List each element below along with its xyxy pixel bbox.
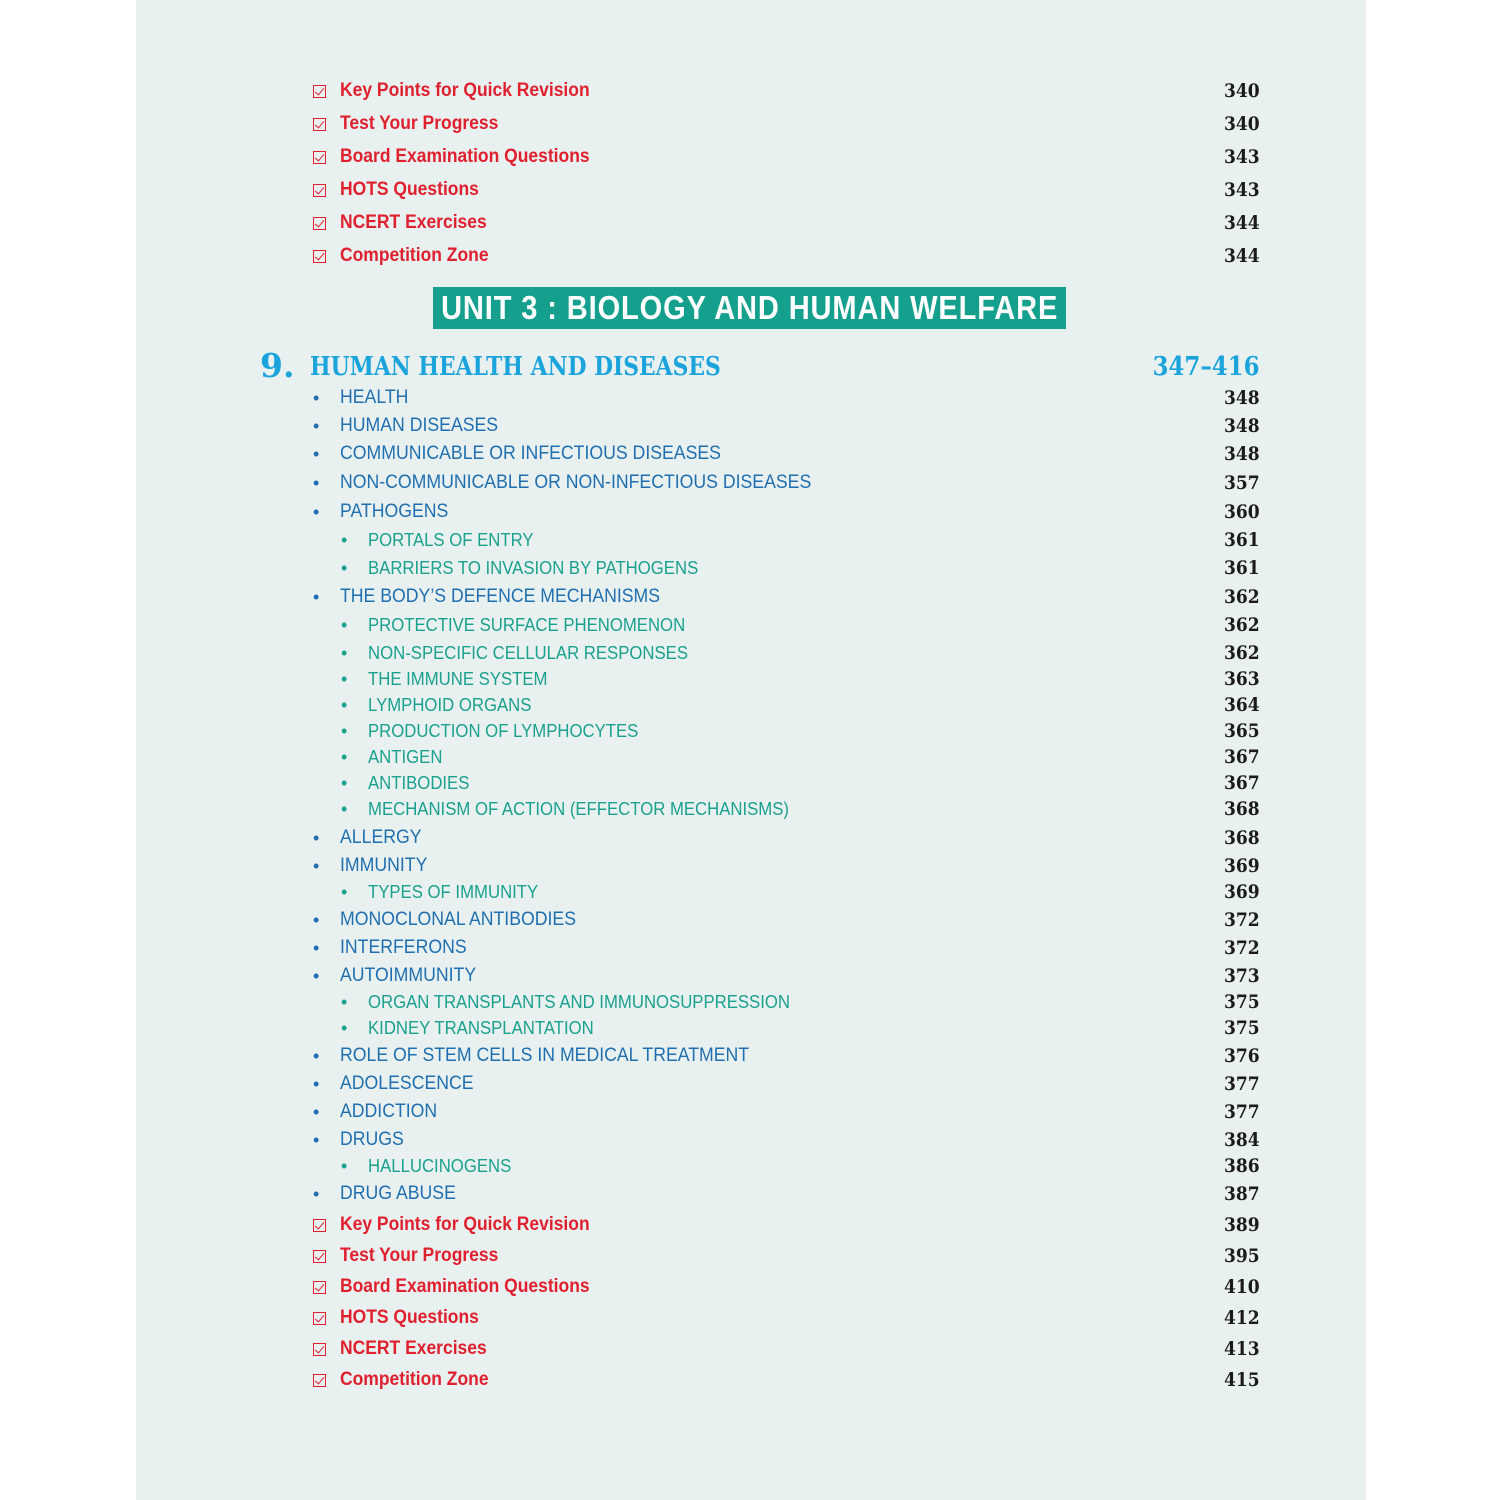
page-number: 415 (1224, 1369, 1260, 1391)
bullet-icon: • (341, 772, 348, 793)
checkbox-icon (313, 1312, 326, 1325)
item-label: Test Your Progress (340, 1245, 499, 1266)
toc-entry[interactable] (310, 1099, 1260, 1125)
toc-entry[interactable] (310, 385, 1260, 411)
toc-subentry[interactable] (310, 555, 1260, 581)
entry-label: INTERFERONS (340, 937, 467, 958)
page-number: 365 (1224, 720, 1260, 742)
entry-label: IMMUNITY (340, 855, 428, 876)
toc-subentry[interactable] (310, 527, 1260, 553)
page-number: 362 (1224, 614, 1260, 636)
bullet-icon: • (341, 529, 348, 550)
page-number: 367 (1224, 746, 1260, 768)
toc-entry[interactable] (310, 1043, 1260, 1069)
entry-label: ADDICTION (340, 1101, 438, 1122)
entry-label: PRODUCTION OF LYMPHOCYTES (368, 720, 639, 741)
page-number: 368 (1224, 798, 1260, 820)
entry-label: HALLUCINOGENS (368, 1155, 512, 1176)
page-number: 387 (1224, 1183, 1260, 1205)
page-number: 413 (1224, 1338, 1260, 1360)
chapter-page-range: 347–416 (1153, 352, 1260, 382)
page-number: 377 (1224, 1101, 1260, 1123)
page-number: 344 (1224, 245, 1260, 267)
toc-entry[interactable] (310, 1071, 1260, 1097)
checkbox-icon (313, 217, 326, 230)
bullet-icon: • (313, 965, 320, 986)
checklist-item[interactable] (310, 144, 1260, 170)
entry-label: PORTALS OF ENTRY (368, 529, 534, 550)
page-number: 362 (1224, 642, 1260, 664)
page-number: 369 (1224, 881, 1260, 903)
toc-entry[interactable] (310, 499, 1260, 525)
checklist-item[interactable] (310, 243, 1260, 269)
bullet-icon: • (313, 501, 320, 522)
page-number: 364 (1224, 694, 1260, 716)
item-label: Board Examination Questions (340, 146, 590, 167)
entry-label: HUMAN DISEASES (340, 415, 499, 436)
item-label: Competition Zone (340, 1369, 489, 1390)
page-number: 343 (1224, 179, 1260, 201)
entry-label: THE BODY’S DEFENCE MECHANISMS (340, 586, 661, 607)
page-number: 395 (1224, 1245, 1260, 1267)
toc-entry[interactable] (310, 1181, 1260, 1207)
toc-entry[interactable] (310, 584, 1260, 610)
checkbox-icon (313, 118, 326, 131)
toc-subentry[interactable] (310, 1015, 1260, 1041)
checkbox-icon (313, 1281, 326, 1294)
entry-label: BARRIERS TO INVASION BY PATHOGENS (368, 557, 699, 578)
item-label: Board Examination Questions (340, 1276, 590, 1297)
chapter-title[interactable]: HUMAN HEALTH AND DISEASES (310, 352, 721, 382)
page-number: 361 (1224, 529, 1260, 551)
entry-label: ANTIBODIES (368, 772, 470, 793)
item-label: NCERT Exercises (340, 1338, 487, 1359)
page-number: 357 (1224, 472, 1260, 494)
toc-entry[interactable] (310, 935, 1260, 961)
toc-subentry[interactable] (310, 796, 1260, 822)
entry-label: KIDNEY TRANSPLANTATION (368, 1017, 594, 1038)
checkbox-icon (313, 184, 326, 197)
bullet-icon: • (313, 387, 320, 408)
item-label: NCERT Exercises (340, 212, 487, 233)
toc-entry[interactable] (310, 413, 1260, 439)
toc-subentry[interactable] (310, 744, 1260, 770)
toc-subentry[interactable] (310, 989, 1260, 1015)
unit-title: UNIT 3 : BIOLOGY AND HUMAN WELFARE (440, 289, 1059, 326)
page-number: 363 (1224, 668, 1260, 690)
page-number: 348 (1224, 443, 1260, 465)
entry-label: NON-SPECIFIC CELLULAR RESPONSES (368, 642, 689, 663)
bullet-icon: • (341, 614, 348, 635)
bullet-icon: • (341, 746, 348, 767)
entry-label: DRUG ABUSE (340, 1183, 456, 1204)
checkbox-icon (313, 1343, 326, 1356)
bullet-icon: • (341, 720, 348, 741)
unit-banner (433, 287, 1066, 329)
bullet-icon: • (341, 1017, 348, 1038)
bullet-icon: • (313, 1101, 320, 1122)
page-number: 369 (1224, 855, 1260, 877)
entry-label: HEALTH (340, 387, 409, 408)
toc-entry[interactable] (310, 907, 1260, 933)
bullet-icon: • (341, 642, 348, 663)
checkbox-icon (313, 1219, 326, 1232)
page-number: 375 (1224, 991, 1260, 1013)
entry-label: ORGAN TRANSPLANTS AND IMMUNOSUPPRESSION (368, 991, 790, 1012)
page-number: 372 (1224, 909, 1260, 931)
checkbox-icon (313, 1250, 326, 1263)
page-number: 360 (1224, 501, 1260, 523)
entry-label: PROTECTIVE SURFACE PHENOMENON (368, 614, 686, 635)
page-number: 340 (1224, 80, 1260, 102)
page-number: 377 (1224, 1073, 1260, 1095)
toc-entry[interactable] (310, 825, 1260, 851)
page-number: 372 (1224, 937, 1260, 959)
bullet-icon: • (313, 855, 320, 876)
entry-label: ALLERGY (340, 827, 422, 848)
entry-label: THE IMMUNE SYSTEM (368, 668, 548, 689)
bullet-icon: • (313, 937, 320, 958)
toc-subentry[interactable] (310, 879, 1260, 905)
page-number: 389 (1224, 1214, 1260, 1236)
bullet-icon: • (313, 909, 320, 930)
page-number: 376 (1224, 1045, 1260, 1067)
page-number: 368 (1224, 827, 1260, 849)
bullet-icon: • (313, 1045, 320, 1066)
item-label: Competition Zone (340, 245, 489, 266)
toc-subentry[interactable] (310, 640, 1260, 666)
page-number: 348 (1224, 415, 1260, 437)
page-number: 373 (1224, 965, 1260, 987)
checklist-item[interactable] (310, 1212, 1260, 1238)
checklist-item[interactable] (310, 1336, 1260, 1362)
page-number: 375 (1224, 1017, 1260, 1039)
bullet-icon: • (341, 798, 348, 819)
checkbox-icon (313, 151, 326, 164)
bullet-icon: • (313, 1129, 320, 1150)
checkbox-icon (313, 250, 326, 263)
entry-label: ANTIGEN (368, 746, 443, 767)
item-label: HOTS Questions (340, 179, 479, 200)
bullet-icon: • (341, 668, 348, 689)
bullet-icon: • (313, 1183, 320, 1204)
checklist-item[interactable] (310, 177, 1260, 203)
chapter-number: 9. (260, 346, 295, 385)
page-number: 361 (1224, 557, 1260, 579)
bullet-icon: • (341, 1155, 348, 1176)
entry-label: MECHANISM OF ACTION (EFFECTOR MECHANISMS) (368, 798, 789, 819)
bullet-icon: • (341, 557, 348, 578)
entry-label: NON-COMMUNICABLE OR NON-INFECTIOUS DISEASES (340, 472, 812, 493)
checkbox-icon (313, 85, 326, 98)
entry-label: AUTOIMMUNITY (340, 965, 477, 986)
item-label: HOTS Questions (340, 1307, 479, 1328)
bullet-icon: • (313, 586, 320, 607)
toc-entry[interactable] (310, 853, 1260, 879)
item-label: Test Your Progress (340, 113, 499, 134)
toc-subentry[interactable] (310, 770, 1260, 796)
entry-label: TYPES OF IMMUNITY (368, 881, 539, 902)
toc-subentry[interactable] (310, 612, 1260, 638)
page-number: 410 (1224, 1276, 1260, 1298)
entry-label: COMMUNICABLE OR INFECTIOUS DISEASES (340, 443, 721, 464)
bullet-icon: • (341, 991, 348, 1012)
page-number: 348 (1224, 387, 1260, 409)
entry-label: ADOLESCENCE (340, 1073, 474, 1094)
bullet-icon: • (313, 827, 320, 848)
entry-label: PATHOGENS (340, 501, 449, 522)
toc-subentry[interactable] (310, 692, 1260, 718)
toc-subentry[interactable] (310, 1153, 1260, 1179)
bullet-icon: • (313, 472, 320, 493)
toc-subentry[interactable] (310, 666, 1260, 692)
checklist-item[interactable] (310, 210, 1260, 236)
toc-subentry[interactable] (310, 718, 1260, 744)
checkbox-icon (313, 1374, 326, 1387)
page-number: 362 (1224, 586, 1260, 608)
entry-label: ROLE OF STEM CELLS IN MEDICAL TREATMENT (340, 1045, 750, 1066)
entry-label: LYMPHOID ORGANS (368, 694, 532, 715)
toc-entry[interactable] (310, 963, 1260, 989)
bullet-icon: • (313, 1073, 320, 1094)
bullet-icon: • (341, 694, 348, 715)
checklist-item[interactable] (310, 1274, 1260, 1300)
page-number: 412 (1224, 1307, 1260, 1329)
checklist-item[interactable] (310, 111, 1260, 137)
entry-label: DRUGS (340, 1129, 404, 1150)
toc-entry[interactable] (310, 441, 1260, 467)
checklist-item[interactable] (310, 1305, 1260, 1331)
page-number: 384 (1224, 1129, 1260, 1151)
page-number: 386 (1224, 1155, 1260, 1177)
item-label: Key Points for Quick Revision (340, 1214, 590, 1235)
checklist-item[interactable] (310, 78, 1260, 104)
entry-label: MONOCLONAL ANTIBODIES (340, 909, 576, 930)
bullet-icon: • (313, 443, 320, 464)
page-number: 344 (1224, 212, 1260, 234)
page-number: 367 (1224, 772, 1260, 794)
toc-entry[interactable] (310, 1127, 1260, 1153)
checklist-item[interactable] (310, 1243, 1260, 1269)
item-label: Key Points for Quick Revision (340, 80, 590, 101)
bullet-icon: • (313, 415, 320, 436)
page-number: 343 (1224, 146, 1260, 168)
toc-entry[interactable] (310, 470, 1260, 496)
checklist-item[interactable] (310, 1367, 1260, 1393)
bullet-icon: • (341, 881, 348, 902)
page-number: 340 (1224, 113, 1260, 135)
